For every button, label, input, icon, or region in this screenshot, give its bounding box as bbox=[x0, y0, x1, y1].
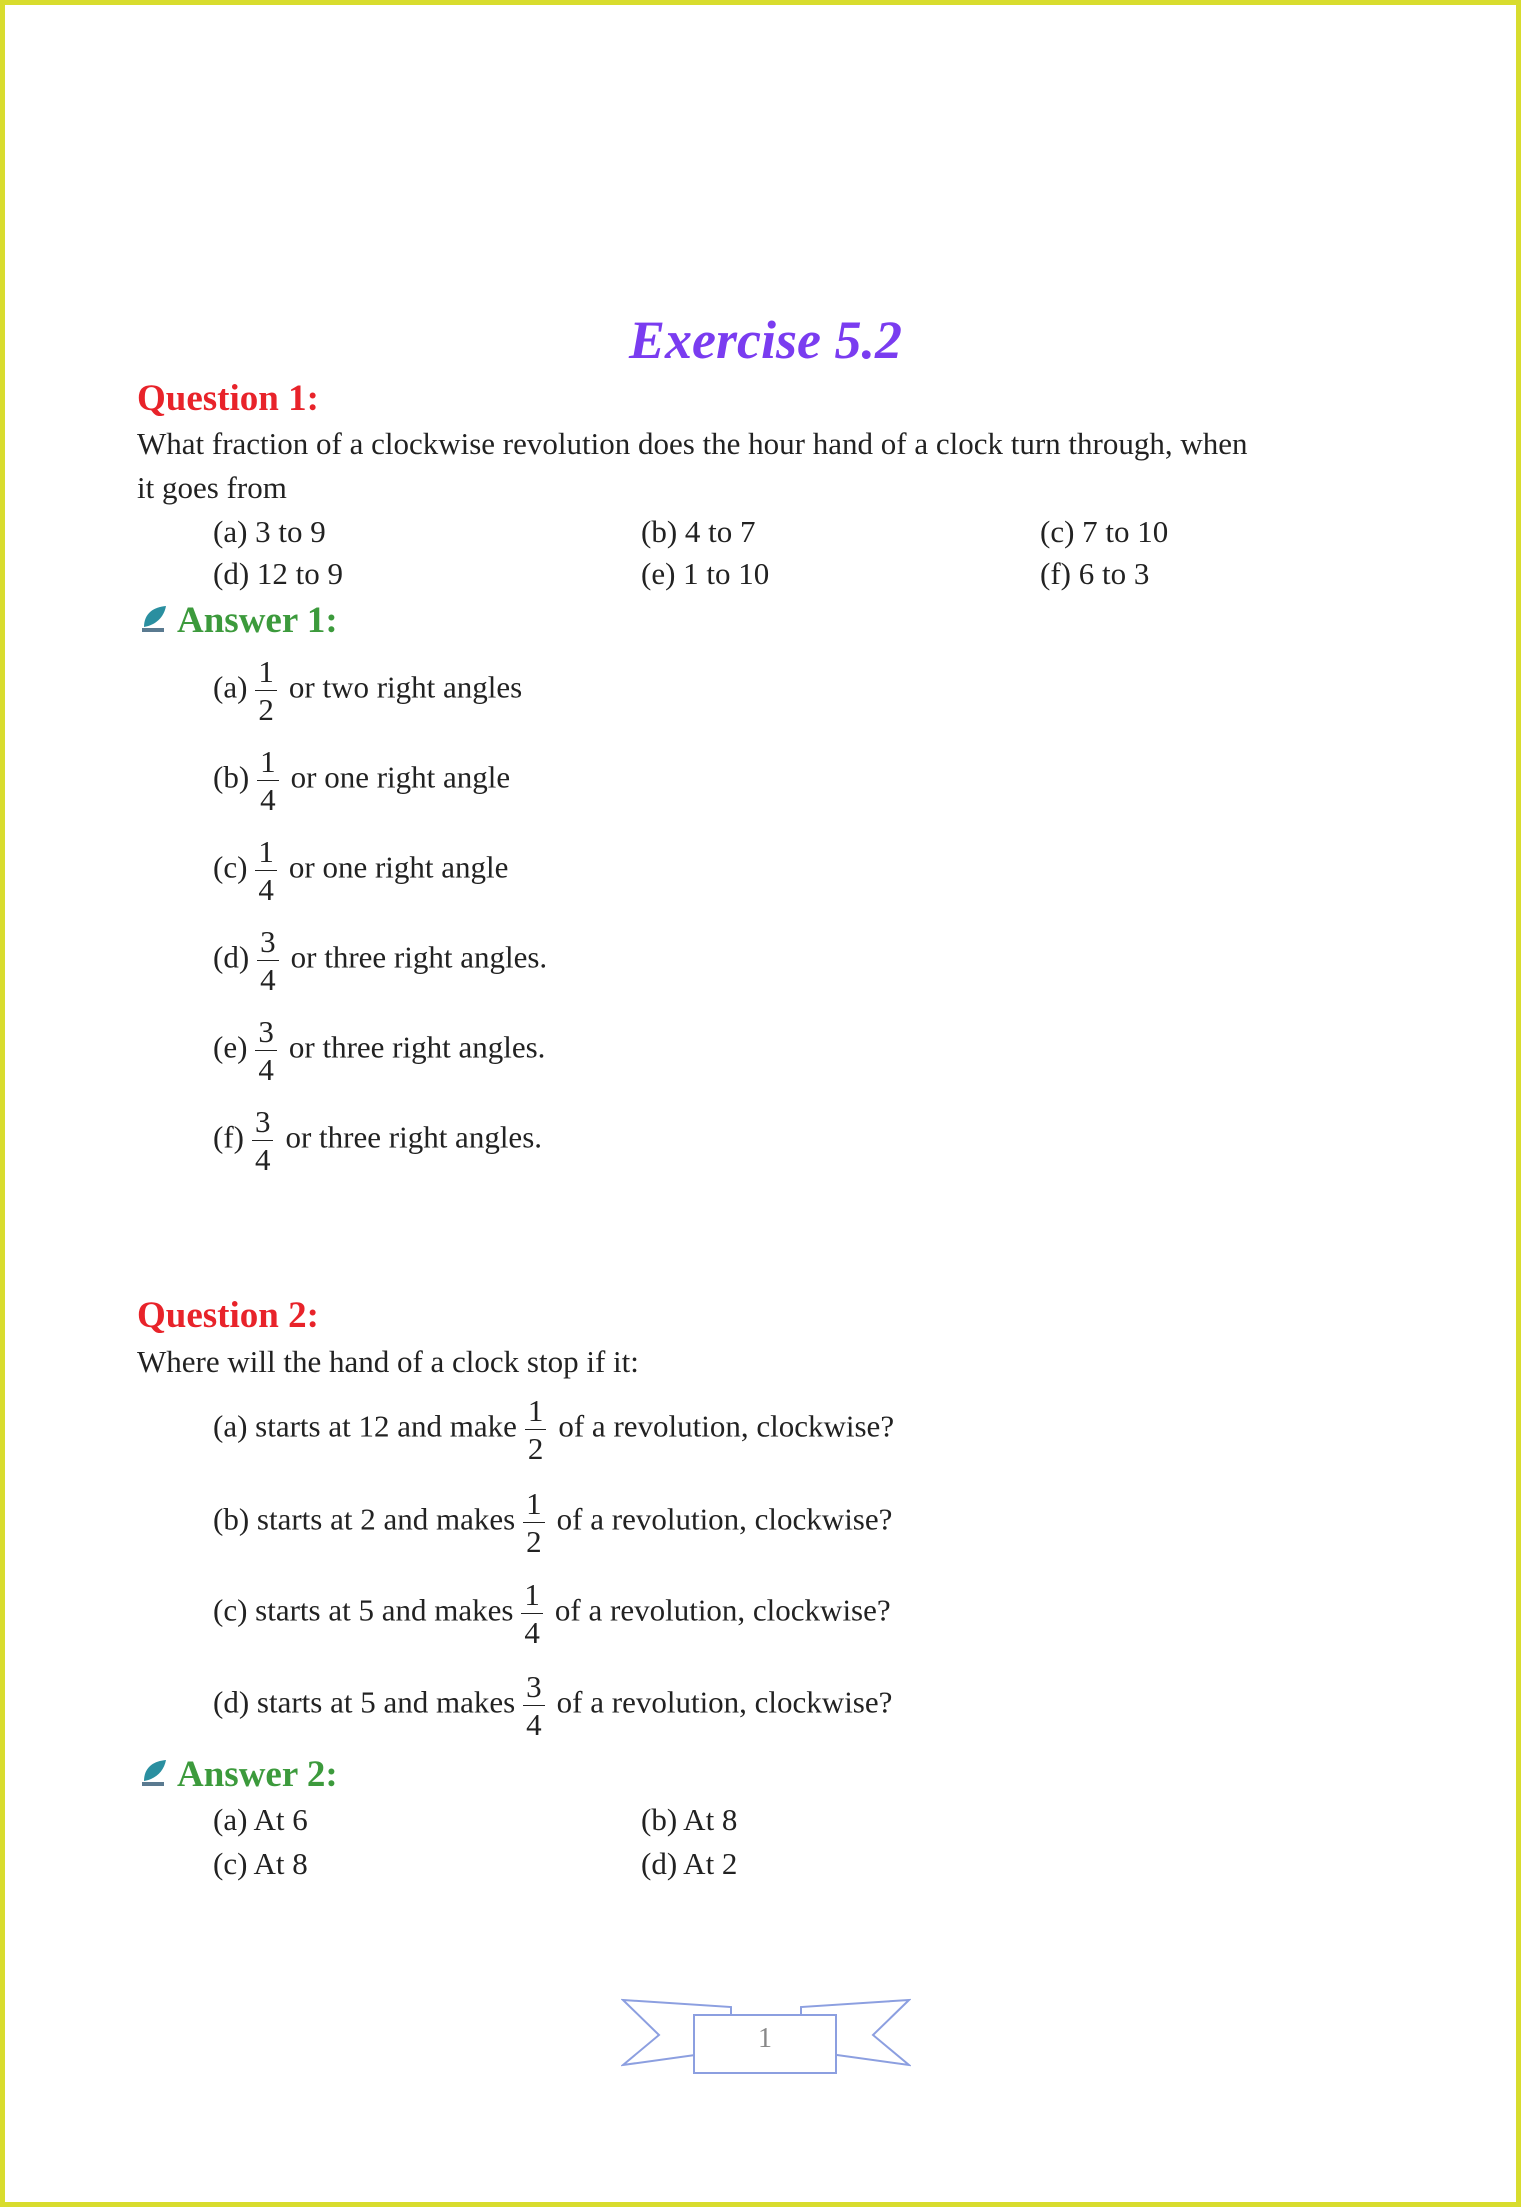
question-1-heading: Question 1: bbox=[137, 378, 319, 419]
answer-item: (c) $\frac{1}{4}$ or one right angle bbox=[213, 834, 509, 907]
fraction: $\frac{1}{2}$ bbox=[523, 1487, 545, 1558]
question-2-heading: Question 2: bbox=[137, 1295, 319, 1336]
question-item: (a) starts at 12 and make $\frac{1}{2}$ of a revolution, clockwise? bbox=[213, 1393, 895, 1466]
option: (d) 12 to 9 bbox=[213, 556, 344, 591]
question-1-text: What fraction of a clockwise revolution does the hour hand of a clock turn through, when bbox=[137, 426, 1248, 461]
fraction: $\frac{3}{4}$ bbox=[523, 1670, 545, 1741]
logo-leaf-icon bbox=[138, 1757, 170, 1789]
question-2-text: Where will the hand of a clock stop if it: bbox=[137, 1344, 639, 1379]
fraction: $\frac{3}{4}$ bbox=[255, 1015, 277, 1086]
question-1-text-cont: it goes from bbox=[137, 470, 287, 505]
fraction: $\frac{1}{4}$ bbox=[257, 745, 279, 816]
answer-item: (e) $\frac{3}{4}$ or three right angles. bbox=[213, 1014, 546, 1087]
fraction: $\frac{3}{4}$ bbox=[257, 925, 279, 996]
fraction: $\frac{1}{2}$ bbox=[255, 655, 277, 726]
answer-item: (f) $\frac{3}{4}$ or three right angles. bbox=[213, 1104, 543, 1177]
page-number: 1 bbox=[758, 2023, 772, 2054]
answer-item: (a) At 6 bbox=[213, 1802, 308, 1837]
fraction: $\frac{1}{2}$ bbox=[525, 1394, 547, 1465]
option: (e) 1 to 10 bbox=[641, 556, 770, 591]
exercise-title: Exercise 5.2 bbox=[629, 310, 902, 370]
question-item: (d) starts at 5 and makes $\frac{3}{4}$ of a revolution, clockwise? bbox=[213, 1669, 893, 1742]
logo-leaf-icon bbox=[138, 603, 170, 635]
question-item: (b) starts at 2 and makes $\frac{1}{2}$ of a revolution, clockwise? bbox=[213, 1486, 893, 1559]
answer-item: (b) At 8 bbox=[641, 1802, 738, 1837]
answer-item: (b) $\frac{1}{4}$ or one right angle bbox=[213, 744, 511, 817]
answer-item: (c) At 8 bbox=[213, 1846, 308, 1881]
fraction: $\frac{1}{4}$ bbox=[255, 835, 277, 906]
fraction: $\frac{1}{4}$ bbox=[521, 1578, 543, 1649]
option: (f) 6 to 3 bbox=[1040, 556, 1150, 591]
question-item: (c) starts at 5 and makes $\frac{1}{4}$ of a revolution, clockwise? bbox=[213, 1577, 891, 1650]
answer-item: (d) At 2 bbox=[641, 1846, 738, 1881]
answer-2-heading: Answer 2: bbox=[177, 1754, 338, 1795]
answer-item: (d) $\frac{3}{4}$ or three right angles. bbox=[213, 924, 548, 997]
fraction: $\frac{3}{4}$ bbox=[252, 1105, 274, 1176]
answer-1-heading: Answer 1: bbox=[177, 600, 338, 641]
option: (a) 3 to 9 bbox=[213, 514, 326, 549]
option: (c) 7 to 10 bbox=[1040, 514, 1169, 549]
option: (b) 4 to 7 bbox=[641, 514, 756, 549]
answer-item: (a) $\frac{1}{2}$ or two right angles bbox=[213, 654, 523, 727]
